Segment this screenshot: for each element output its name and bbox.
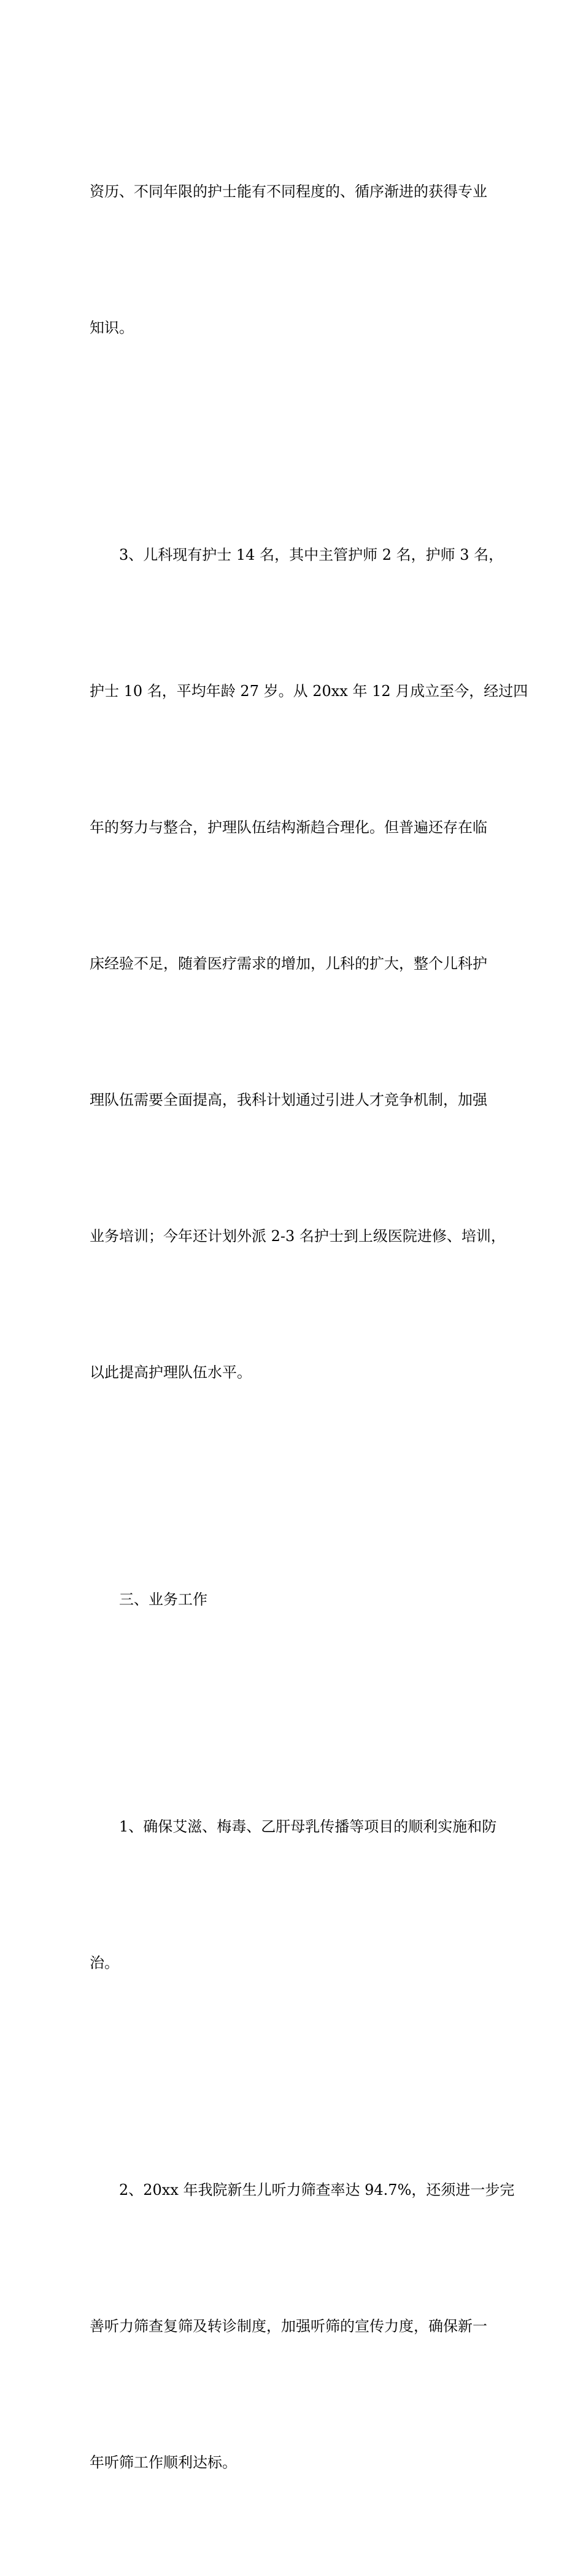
text-line: 理队伍需要全面提高，我科计划通过引进人才竞争机制，加强	[90, 1091, 487, 1108]
section-heading	[90, 1486, 495, 1713]
text-line: 护士 10 名，平均年龄 27 岁。从 20xx 年 12 月成立至今，经过四	[90, 683, 528, 700]
text-line: 资历、不同年限的护士能有不同程度的、循序渐进的获得专业	[90, 183, 487, 200]
section-heading-text: 三、业务工作	[119, 1591, 207, 1608]
paragraph-item-1	[90, 1713, 495, 2076]
paragraph-item-2	[90, 2076, 515, 2576]
text-line: 以此提高护理队伍水平。	[90, 1364, 252, 1381]
paragraph-pediatric-staff	[90, 441, 528, 1486]
text-line: 治。	[90, 1954, 119, 1971]
text-line: 善听力筛查复筛及转诊制度，加强听筛的宣传力度，确保新一	[90, 2318, 487, 2335]
text-line: 2、20xx 年我院新生儿听力筛查率达 94.7%，还须进一步完	[119, 2181, 515, 2199]
document-body	[90, 78, 528, 2576]
text-line: 业务培训；今年还计划外派 2-3 名护士到上级医院进修、培训，	[90, 1228, 506, 1245]
text-line: 知识。	[90, 319, 134, 336]
text-line: 3、儿科现有护士 14 名，其中主管护师 2 名，护师 3 名，	[119, 546, 504, 563]
text-line: 年听筛工作顺利达标。	[90, 2454, 237, 2471]
text-line: 1、确保艾滋、梅毒、乙肝母乳传播等项目的顺利实施和防	[119, 1818, 497, 1835]
text-line: 床经验不足，随着医疗需求的增加，儿科的扩大，整个儿科护	[90, 955, 487, 972]
paragraph-continuation	[90, 78, 495, 441]
text-line: 年的努力与整合，护理队伍结构渐趋合理化。但普遍还存在临	[90, 819, 487, 836]
